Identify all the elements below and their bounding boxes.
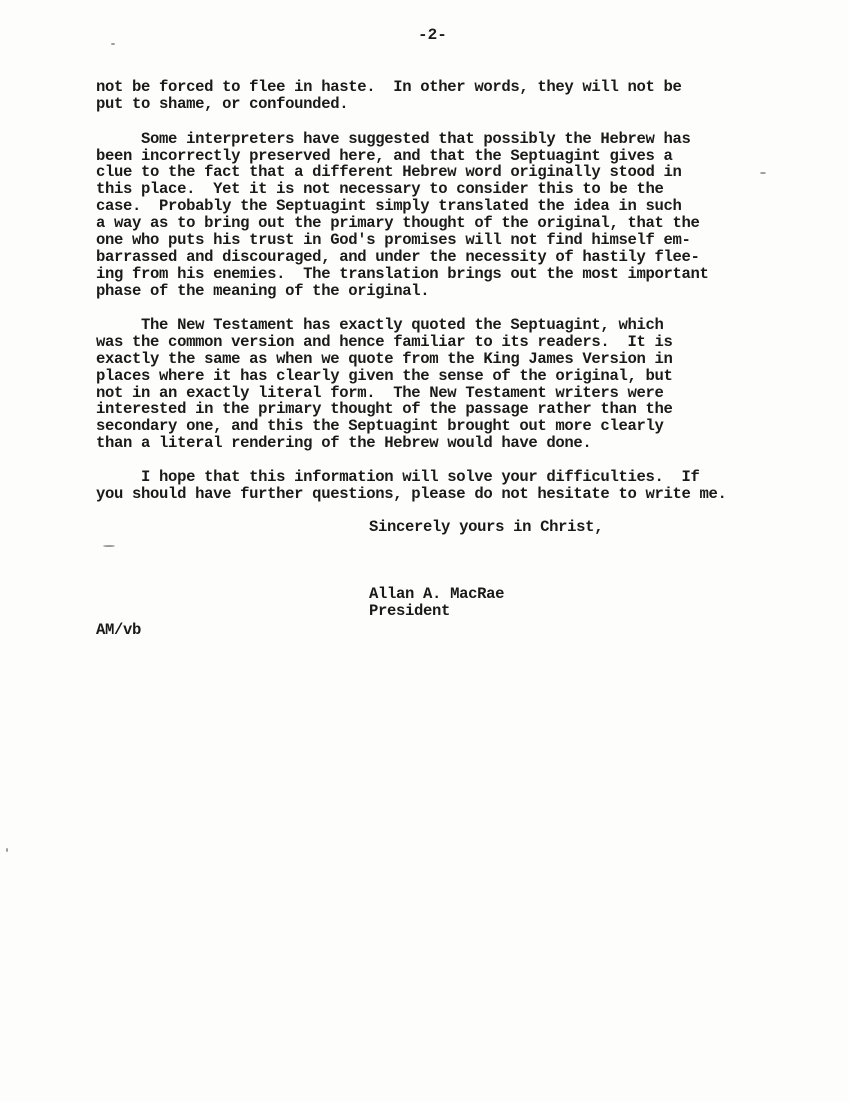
- paragraph-2-line-9: ing from his enemies. The translation brings out the most important: [96, 265, 709, 283]
- paragraph-2-line-10: phase of the meaning of the original.: [96, 282, 430, 300]
- paragraph-2-line-2: been incorrectly preserved here, and that the Septuagint gives a: [96, 147, 673, 165]
- signature-title: President: [369, 602, 451, 620]
- paragraph-3-line-6: interested in the primary thought of the passage rather than the: [96, 400, 673, 418]
- paragraph-3-line-5: not in an exactly literal form. The New Testament writers were: [96, 384, 664, 402]
- scan-speck: [760, 172, 766, 174]
- paragraph-4-line-1: I hope that this information will solve your difficulties. If: [96, 468, 700, 486]
- scan-speck: [103, 545, 115, 547]
- paragraph-1-line-1: not be forced to flee in haste. In other words, they will not be: [96, 78, 682, 96]
- scan-speck: [111, 43, 115, 45]
- paragraph-3-line-7: secondary one, and this the Septuagint brought out more clearly: [96, 417, 664, 435]
- paragraph-3-line-3: exactly the same as when we quote from the King James Version in: [96, 350, 673, 368]
- paragraph-2-line-3: clue to the fact that a different Hebrew word originally stood in: [96, 163, 682, 181]
- paragraph-2-line-4: this place. Yet it is not necessary to consider this to be the: [96, 180, 664, 198]
- paragraph-3-line-1: The New Testament has exactly quoted the Septuagint, which: [96, 316, 664, 334]
- scan-speck: [6, 848, 8, 852]
- paragraph-1-line-2: put to shame, or confounded.: [96, 95, 349, 113]
- paragraph-2-line-1: Some interpreters have suggested that possibly the Hebrew has: [96, 130, 691, 148]
- paragraph-3-line-2: was the common version and hence familiar to its readers. It is: [96, 333, 673, 351]
- signature-name: Allan A. MacRae: [369, 585, 505, 603]
- paragraph-2-line-6: a way as to bring out the primary thought of the original, that the: [96, 214, 700, 232]
- paragraph-3-line-8: than a literal rendering of the Hebrew would have done.: [96, 434, 592, 452]
- paragraph-2-line-8: barrassed and discouraged, and under the necessity of hastily flee-: [96, 248, 700, 266]
- closing-salutation: Sincerely yours in Christ,: [369, 518, 604, 536]
- paragraph-4-line-2: you should have further questions, please do not hesitate to write me.: [96, 485, 727, 503]
- reference-initials: AM/vb: [96, 621, 142, 639]
- paragraph-2-line-5: case. Probably the Septuagint simply translated the idea in such: [96, 197, 682, 215]
- paragraph-2-line-7: one who puts his trust in God's promises will not find himself em-: [96, 231, 691, 249]
- page-number: -2-: [418, 26, 447, 44]
- paragraph-3-line-4: places where it has clearly given the sense of the original, but: [96, 367, 673, 385]
